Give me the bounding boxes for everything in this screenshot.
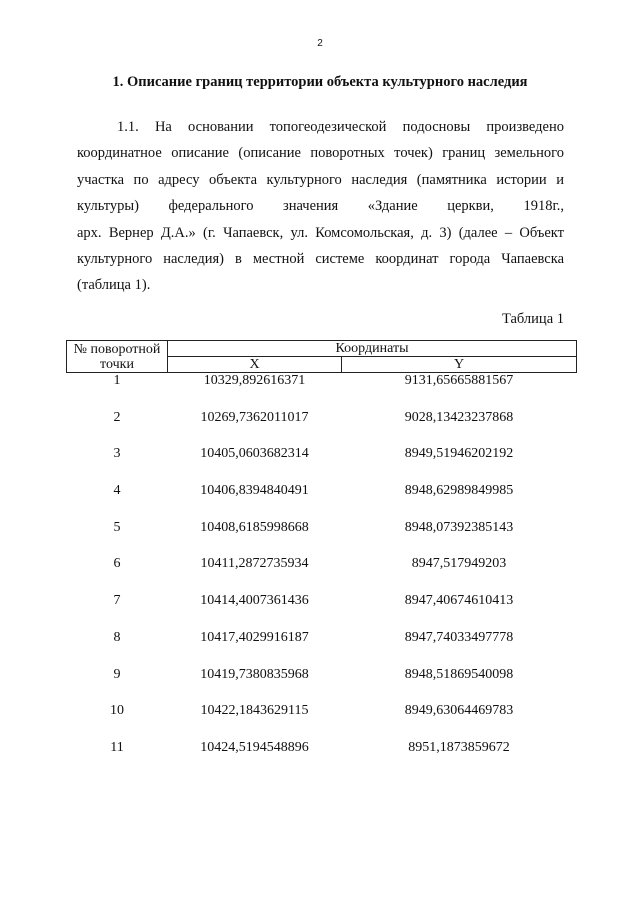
x-coordinate-cell: 10405,0603682314: [200, 446, 309, 462]
y-coordinate-cell: 8948,62989849985: [404, 483, 514, 499]
table-row: [67, 630, 577, 667]
point-number-cell: 5: [113, 519, 121, 535]
paragraph-line: (таблица 1).: [77, 277, 151, 294]
y-coordinate-cell: 8951,1873859672: [408, 739, 510, 755]
point-number-cell: 3: [113, 446, 121, 462]
page-number: 2: [317, 38, 323, 49]
x-coordinate-cell: 10417,4029916187: [200, 629, 309, 645]
point-number-cell: 4: [113, 483, 121, 499]
table-row: [67, 556, 577, 593]
point-number-cell: 11: [110, 739, 124, 755]
table-row: [67, 703, 577, 740]
table-row: [67, 446, 577, 483]
table-row: [67, 520, 577, 557]
point-number-cell: 7: [113, 593, 121, 609]
x-coordinate-cell: 10419,7380835968: [200, 666, 309, 682]
x-coordinate-cell: 10269,7362011017: [200, 409, 309, 425]
point-number-cell: 1: [113, 373, 121, 388]
point-number-header-line1: № поворотной: [73, 341, 161, 357]
y-coordinate-cell: 8948,07392385143: [404, 519, 514, 535]
y-coordinate-cell: 8947,517949203: [411, 556, 507, 572]
y-coordinate-cell: 9028,13423237868: [404, 409, 514, 425]
y-coordinate-cell: 8949,51946202192: [404, 446, 514, 462]
table-row: [67, 740, 577, 777]
table-caption: Таблица 1: [501, 311, 564, 327]
table-row: [67, 483, 577, 520]
paragraph-line: координатное описание (описание поворотных точек) границ земельного: [77, 145, 564, 162]
y-coordinate-cell: 8947,40674610413: [404, 593, 514, 609]
section-heading: 1. Описание границ территории объекта культурного наследия: [112, 74, 528, 90]
x-coordinate-cell: 10406,8394840491: [200, 483, 309, 499]
paragraph-line: культурного наследия) в местной системе координат города Чапаевска: [77, 250, 564, 267]
coordinates-header: Координаты: [168, 341, 577, 357]
paragraph-line: культуры) федерального значения «Здание церкви, 1918г.,: [77, 198, 564, 215]
y-column-header: Y: [342, 357, 577, 373]
y-coordinate-cell: 8947,74033497778: [404, 629, 514, 645]
x-coordinate-cell: 10408,6185998668: [200, 519, 309, 535]
point-number-cell: 8: [113, 629, 121, 645]
x-coordinate-cell: 10422,1843629115: [200, 703, 309, 719]
table-row: [67, 410, 577, 447]
coordinates-table: [66, 340, 577, 777]
description-paragraph: [77, 114, 564, 299]
table-row: [67, 593, 577, 630]
point-number-cell: 6: [113, 556, 121, 572]
x-coordinate-cell: 10411,2872735934: [200, 556, 309, 572]
y-coordinate-cell: 8949,63064469783: [404, 703, 514, 719]
table-row: [67, 373, 577, 410]
point-number-cell: 10: [110, 703, 124, 719]
table-row: [67, 667, 577, 704]
point-number-header: [67, 341, 168, 373]
y-coordinate-cell: 8948,51869540098: [404, 666, 514, 682]
paragraph-line: участка по адресу объекта культурного наследия (памятника истории и: [77, 171, 564, 188]
x-coordinate-cell: 10329,892616371: [203, 373, 306, 388]
point-number-cell: 2: [113, 409, 121, 425]
x-coordinate-cell: 10414,4007361436: [200, 593, 309, 609]
point-number-cell: 9: [113, 666, 121, 682]
paragraph-line: арх. Вернер Д.А.» (г. Чапаевск, ул. Комсомольская, д. 3) (далее – Объект: [77, 224, 564, 241]
paragraph-line: 1.1. На основании топогеодезической подосновы произведено: [117, 119, 564, 135]
x-column-header: X: [168, 357, 342, 373]
x-coordinate-cell: 10424,5194548896: [200, 739, 309, 755]
table-body: [67, 373, 577, 777]
point-number-header-line2: точки: [100, 356, 134, 372]
y-coordinate-cell: 9131,65665881567: [404, 373, 514, 388]
